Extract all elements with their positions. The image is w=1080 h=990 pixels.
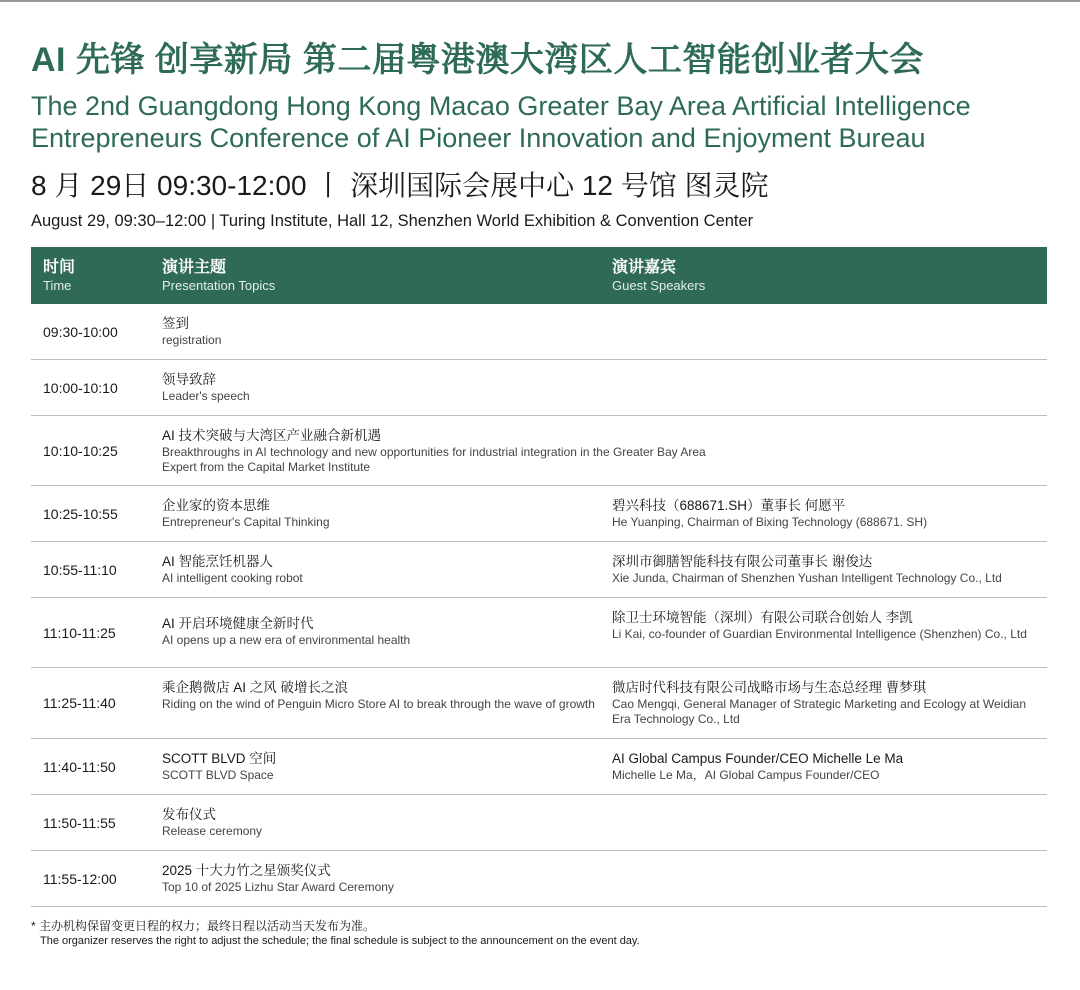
- header-time: [43, 258, 75, 294]
- table-row: [31, 598, 1047, 668]
- row-topic-en: registration: [162, 333, 222, 347]
- table-row: [31, 360, 1047, 416]
- row-speaker: [612, 609, 1042, 642]
- page-header: [31, 38, 1051, 232]
- header-speaker-label-en: Guest Speakers: [612, 278, 706, 293]
- row-topic-cn: 签到: [162, 316, 189, 331]
- row-time: 10:25-10:55: [43, 505, 118, 522]
- row-topic-speaker-note: Expert from the Capital Market Institute: [162, 460, 371, 474]
- row-speaker-cn: 碧兴科技（688671.SH）董事长 何愿平: [612, 498, 846, 513]
- table-row: [31, 542, 1047, 598]
- schedule-table-header: [31, 247, 1047, 304]
- header-topic-label-cn: 演讲主题: [162, 259, 227, 276]
- row-topic-cn: 领导致辞: [162, 372, 216, 387]
- header-time-label-en: Time: [43, 278, 72, 293]
- row-speaker-en: He Yuanping, Chairman of Bixing Technology (688671. SH): [612, 515, 928, 529]
- header-time-label-cn: 时间: [43, 259, 76, 276]
- header-speaker-label-cn: 演讲嘉宾: [612, 259, 677, 276]
- schedule-table: [31, 247, 1047, 907]
- row-speaker: [612, 497, 1042, 530]
- event-date-venue-english: August 29, 09:30–12:00 | Turing Institute, Hall 12, Shenzhen World Exhibition & Convention Center: [31, 212, 754, 230]
- row-topic-en: Entrepreneur's Capital Thinking: [162, 515, 330, 529]
- row-speaker-cn: 除卫士环境智能（深圳）有限公司联合创始人 李凯: [612, 610, 913, 625]
- row-topic: [162, 806, 602, 839]
- table-row: [31, 304, 1047, 360]
- row-topic: [162, 315, 602, 348]
- row-speaker: [612, 679, 1042, 727]
- row-topic-en: Release ceremony: [162, 824, 263, 838]
- row-topic: [162, 615, 602, 648]
- row-time: 10:00-10:10: [43, 379, 118, 396]
- row-topic-cn: 2025 十大力竹之星颁奖仪式: [162, 863, 331, 878]
- page-title-chinese: AI 先锋 创享新局 第二届粤港澳大湾区人工智能创业者大会: [31, 41, 924, 79]
- row-speaker-cn: 微店时代科技有限公司战略市场与生态总经理 曹梦琪: [612, 680, 927, 695]
- row-topic-en: Breakthroughs in AI technology and new opportunities for industrial integration in the Greater Bay Area: [162, 445, 706, 459]
- row-time: 11:55-12:00: [43, 870, 117, 887]
- row-topic-cn: AI 技术突破与大湾区产业融合新机遇: [162, 428, 382, 443]
- row-topic: [162, 679, 602, 712]
- row-time: 10:55-11:10: [43, 561, 117, 578]
- table-row: [31, 851, 1047, 907]
- page-title-english-line-1: The 2nd Guangdong Hong Kong Macao Greater Bay Area Artificial Intelligence: [31, 91, 971, 121]
- table-row: [31, 795, 1047, 851]
- row-topic: [162, 427, 802, 475]
- row-topic: [162, 750, 602, 783]
- top-border-line: [0, 0, 1080, 2]
- row-time: 09:30-10:00: [43, 323, 118, 340]
- row-speaker-en: Michelle Le Ma，AI Global Campus Founder/CEO: [612, 768, 880, 782]
- row-topic-en: Top 10 of 2025 Lizhu Star Award Ceremony: [162, 880, 394, 894]
- row-speaker-cn: AI Global Campus Founder/CEO Michelle Le Ma: [612, 751, 904, 766]
- table-row: [31, 668, 1047, 739]
- row-topic: [162, 553, 602, 586]
- page-title-english: [31, 90, 1051, 154]
- row-time: 11:40-11:50: [43, 758, 116, 775]
- row-time: 11:10-11:25: [43, 624, 116, 641]
- row-topic-en: Riding on the wind of Penguin Micro Store AI to break through the wave of growth: [162, 697, 595, 711]
- row-topic: [162, 371, 602, 404]
- row-time: 11:25-11:40: [43, 695, 116, 711]
- row-speaker: [612, 553, 1042, 586]
- row-speaker-en: Li Kai, co-founder of Guardian Environmental Intelligence (Shenzhen) Co., Ltd: [612, 627, 1027, 641]
- page-title-english-line-2: Entrepreneurs Conference of AI Pioneer Innovation and Enjoyment Bureau: [31, 123, 926, 153]
- footer-note-en: The organizer reserves the right to adjust the schedule; the final schedule is subject to the announcement on the event day.: [40, 935, 640, 947]
- row-topic: [162, 497, 602, 530]
- row-topic: [162, 862, 602, 895]
- row-topic-en: Leader's speech: [162, 389, 250, 403]
- row-speaker-cn: 深圳市御膳智能科技有限公司董事长 谢俊达: [612, 554, 873, 569]
- header-topic-label-en: Presentation Topics: [162, 278, 276, 293]
- row-topic-cn: AI 智能烹饪机器人: [162, 554, 274, 569]
- footer-note: [31, 918, 1031, 949]
- row-topic-cn: SCOTT BLVD 空间: [162, 751, 277, 766]
- table-row: [31, 416, 1047, 486]
- table-row: [31, 739, 1047, 795]
- row-topic-en: AI intelligent cooking robot: [162, 571, 303, 585]
- row-topic-cn: 企业家的资本思维: [162, 498, 270, 513]
- row-topic-en: SCOTT BLVD Space: [162, 768, 274, 782]
- header-speaker: [612, 258, 705, 294]
- event-date-venue-chinese: 8 月 29日 09:30-12:00 丨 深圳国际会展中心 12 号馆 图灵院: [31, 170, 769, 201]
- row-topic-cn: 发布仪式: [162, 807, 216, 822]
- row-time: 10:10-10:25: [43, 442, 118, 459]
- row-time: 11:50-11:55: [43, 814, 116, 831]
- row-topic-cn: 乘企鹅微店 AI 之风 破增长之浪: [162, 680, 349, 695]
- row-topic-cn: AI 开启环境健康全新时代: [162, 616, 314, 631]
- header-topic: [162, 258, 275, 294]
- row-topic-en: AI opens up a new era of environmental health: [162, 633, 411, 647]
- row-speaker-en: Cao Mengqi, General Manager of Strategic Marketing and Ecology at Weidian Era Technology Co., Ltd: [612, 697, 1027, 726]
- row-speaker-en: Xie Junda, Chairman of Shenzhen Yushan Intelligent Technology Co., Ltd: [612, 571, 1002, 585]
- row-speaker: [612, 750, 1042, 783]
- footer-note-cn: * 主办机构保留变更日程的权力；最终日程以活动当天发布为准。: [31, 919, 376, 933]
- table-row: [31, 486, 1047, 542]
